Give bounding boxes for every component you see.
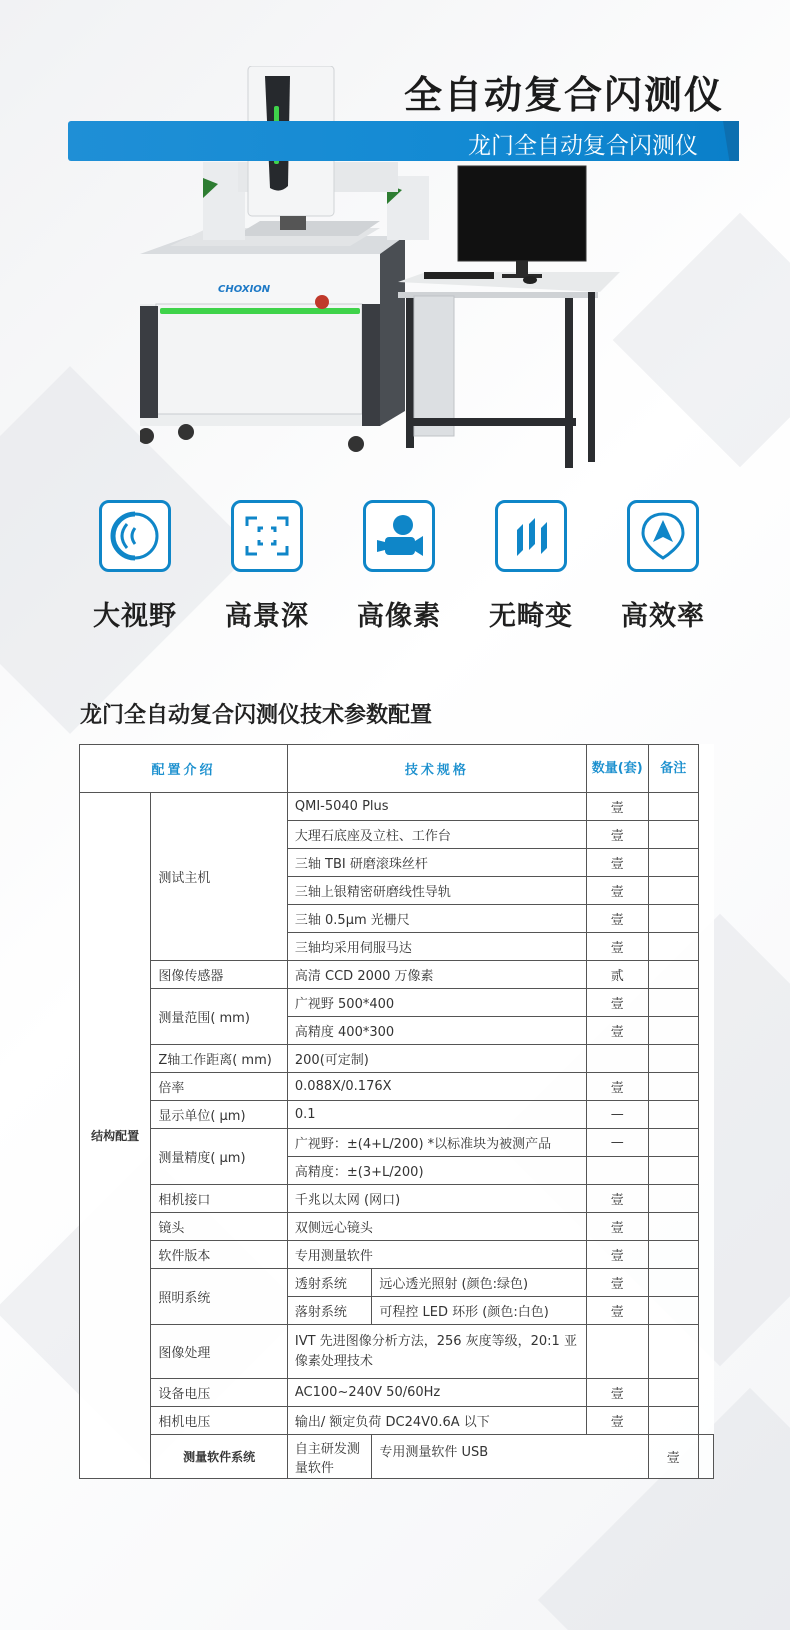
table-row	[80, 1185, 714, 1213]
feature-label: 高效率	[621, 601, 705, 632]
feature-pixels	[344, 500, 454, 633]
feature-list	[80, 500, 720, 630]
row-label: 照明系统	[151, 1269, 288, 1325]
header-note: 备注	[648, 745, 698, 793]
row-spec: QMI-5040 Plus	[287, 793, 586, 821]
row-spec: 三轴均采用伺服马达	[287, 933, 586, 961]
row-qty: 壹	[586, 821, 648, 849]
row-spec: 远心透光照射 (颜色:绿色)	[372, 1269, 587, 1297]
row-spec: 可程控 LED 环形 (颜色:白色)	[372, 1297, 587, 1325]
row-spec: 高精度 400*300	[287, 1017, 586, 1045]
row-label: 倍率	[151, 1073, 288, 1101]
row-spec: 专用测量软件 USB	[372, 1435, 648, 1479]
row-qty: 壹	[586, 877, 648, 905]
subtitle-banner	[68, 121, 738, 161]
table-row	[80, 961, 714, 989]
row-label: 测量精度( μm)	[151, 1129, 288, 1185]
row-note	[648, 1045, 698, 1073]
table-row	[80, 1045, 714, 1073]
row-qty: 贰	[586, 961, 648, 989]
row-qty: 壹	[586, 1379, 648, 1407]
row-qty: 壹	[586, 1017, 648, 1045]
row-spec: AC100~240V 50/60Hz	[287, 1379, 586, 1407]
row-qty: 壹	[648, 1435, 698, 1479]
row-label: 自主研发测量软件	[287, 1435, 372, 1479]
row-note	[648, 1129, 698, 1157]
row-qty	[586, 1325, 648, 1379]
feature-label: 高景深	[225, 601, 309, 632]
row-spec: 三轴 0.5μm 光栅尺	[287, 905, 586, 933]
row-label: 相机接口	[151, 1185, 288, 1213]
row-label: 镜头	[151, 1213, 288, 1241]
row-qty: 壹	[586, 849, 648, 877]
row-label: 设备电压	[151, 1379, 288, 1407]
row-note	[648, 1297, 698, 1325]
row-spec: 广视野 500*400	[287, 989, 586, 1017]
row-spec: 0.088X/0.176X	[287, 1073, 586, 1101]
row-spec: 大理石底座及立柱、工作台	[287, 821, 586, 849]
category-software: 测量软件系统	[151, 1435, 288, 1479]
row-spec: 千兆以太网 (网口)	[287, 1185, 586, 1213]
header-qty: 数量(套)	[586, 745, 648, 793]
row-qty: 壹	[586, 1185, 648, 1213]
row-sub-type: 落射系统	[287, 1297, 372, 1325]
row-spec: 三轴上银精密研磨线性导轨	[287, 877, 586, 905]
feature-wide-view	[80, 500, 190, 633]
row-qty: 壹	[586, 1269, 648, 1297]
row-note	[648, 1407, 698, 1435]
table-row	[80, 1241, 714, 1269]
row-note	[648, 1017, 698, 1045]
row-qty: —	[586, 1101, 648, 1129]
row-sub-type: 透射系统	[287, 1269, 372, 1297]
row-note	[648, 1157, 698, 1185]
row-note	[648, 1325, 698, 1379]
row-label: 软件版本	[151, 1241, 288, 1269]
brand-logo: CHOXION	[218, 284, 271, 295]
feature-label: 大视野	[93, 601, 177, 632]
row-note	[648, 1241, 698, 1269]
table-header-row	[80, 745, 714, 793]
row-qty	[586, 1157, 648, 1185]
row-qty: 壹	[586, 1213, 648, 1241]
row-note	[648, 1213, 698, 1241]
table-row	[80, 1101, 714, 1129]
banner-subtitle: 龙门全自动复合闪测仪	[468, 133, 698, 159]
row-qty	[586, 1045, 648, 1073]
row-note	[648, 1269, 698, 1297]
row-qty: 壹	[586, 1297, 648, 1325]
row-label: 图像处理	[151, 1325, 288, 1379]
row-qty: 壹	[586, 793, 648, 821]
row-spec: IVT 先进图像分析方法，256 灰度等级，20:1 亚像素处理技术	[287, 1325, 586, 1379]
row-spec: 200(可定制)	[287, 1045, 586, 1073]
table-row	[80, 1213, 714, 1241]
feature-efficiency	[608, 500, 718, 633]
row-spec: 高清 CCD 2000 万像素	[287, 961, 586, 989]
row-note	[648, 961, 698, 989]
row-qty: 壹	[586, 933, 648, 961]
row-note	[648, 1185, 698, 1213]
row-qty: 壹	[586, 989, 648, 1017]
location-arrow-icon	[627, 500, 699, 572]
feature-label: 无畸变	[489, 601, 573, 632]
row-note	[648, 849, 698, 877]
row-note	[648, 989, 698, 1017]
row-qty: 壹	[586, 1241, 648, 1269]
stripes-icon	[495, 500, 567, 572]
header-config: 配置介绍	[80, 745, 288, 793]
row-spec: 高精度：±(3+L/200)	[287, 1157, 586, 1185]
page-title: 全自动复合闪测仪	[404, 73, 725, 117]
row-spec: 0.1	[287, 1101, 586, 1129]
row-label: 显示单位( μm)	[151, 1101, 288, 1129]
table-row	[80, 1269, 714, 1297]
table-row	[80, 1379, 714, 1407]
row-note	[648, 877, 698, 905]
row-note	[648, 1101, 698, 1129]
table-row	[80, 1407, 714, 1435]
feature-depth	[212, 500, 322, 633]
row-label: 测量范围( mm)	[151, 989, 288, 1045]
table-row	[80, 793, 714, 821]
row-note	[648, 793, 698, 821]
row-qty: 壹	[586, 905, 648, 933]
row-note	[648, 933, 698, 961]
camera-person-icon	[363, 500, 435, 572]
row-label: Z轴工作距离( mm)	[151, 1045, 288, 1073]
table-row	[80, 1129, 714, 1157]
row-label: 图像传感器	[151, 961, 288, 989]
feature-distortion	[476, 500, 586, 633]
table-row	[80, 1325, 714, 1379]
table-row	[80, 1073, 714, 1101]
row-qty: —	[586, 1129, 648, 1157]
row-spec: 双侧远心镜头	[287, 1213, 586, 1241]
row-qty: 壹	[586, 1407, 648, 1435]
row-note	[648, 821, 698, 849]
row-label: 测试主机	[151, 793, 288, 961]
row-spec: 广视野：±(4+L/200) *以标准块为被测产品	[287, 1129, 586, 1157]
table-row	[80, 989, 714, 1017]
row-spec: 专用测量软件	[287, 1241, 586, 1269]
row-spec: 三轴 TBI 研磨滚珠丝杆	[287, 849, 586, 877]
spec-table	[79, 744, 714, 1479]
row-note	[648, 1379, 698, 1407]
spec-table-title: 龙门全自动复合闪测仪技术参数配置	[80, 703, 433, 728]
row-label: 相机电压	[151, 1407, 288, 1435]
table-row	[80, 1435, 714, 1479]
category-structure: 结构配置	[80, 793, 151, 1479]
row-spec: 输出/ 额定负荷 DC24V0.6A 以下	[287, 1407, 586, 1435]
feature-label: 高像素	[357, 601, 441, 632]
row-note	[699, 1435, 714, 1479]
depth-frame-icon	[231, 500, 303, 572]
row-note	[648, 905, 698, 933]
wide-view-icon	[99, 500, 171, 572]
row-note	[648, 1073, 698, 1101]
row-qty: 壹	[586, 1073, 648, 1101]
header-spec: 技术规格	[287, 745, 586, 793]
